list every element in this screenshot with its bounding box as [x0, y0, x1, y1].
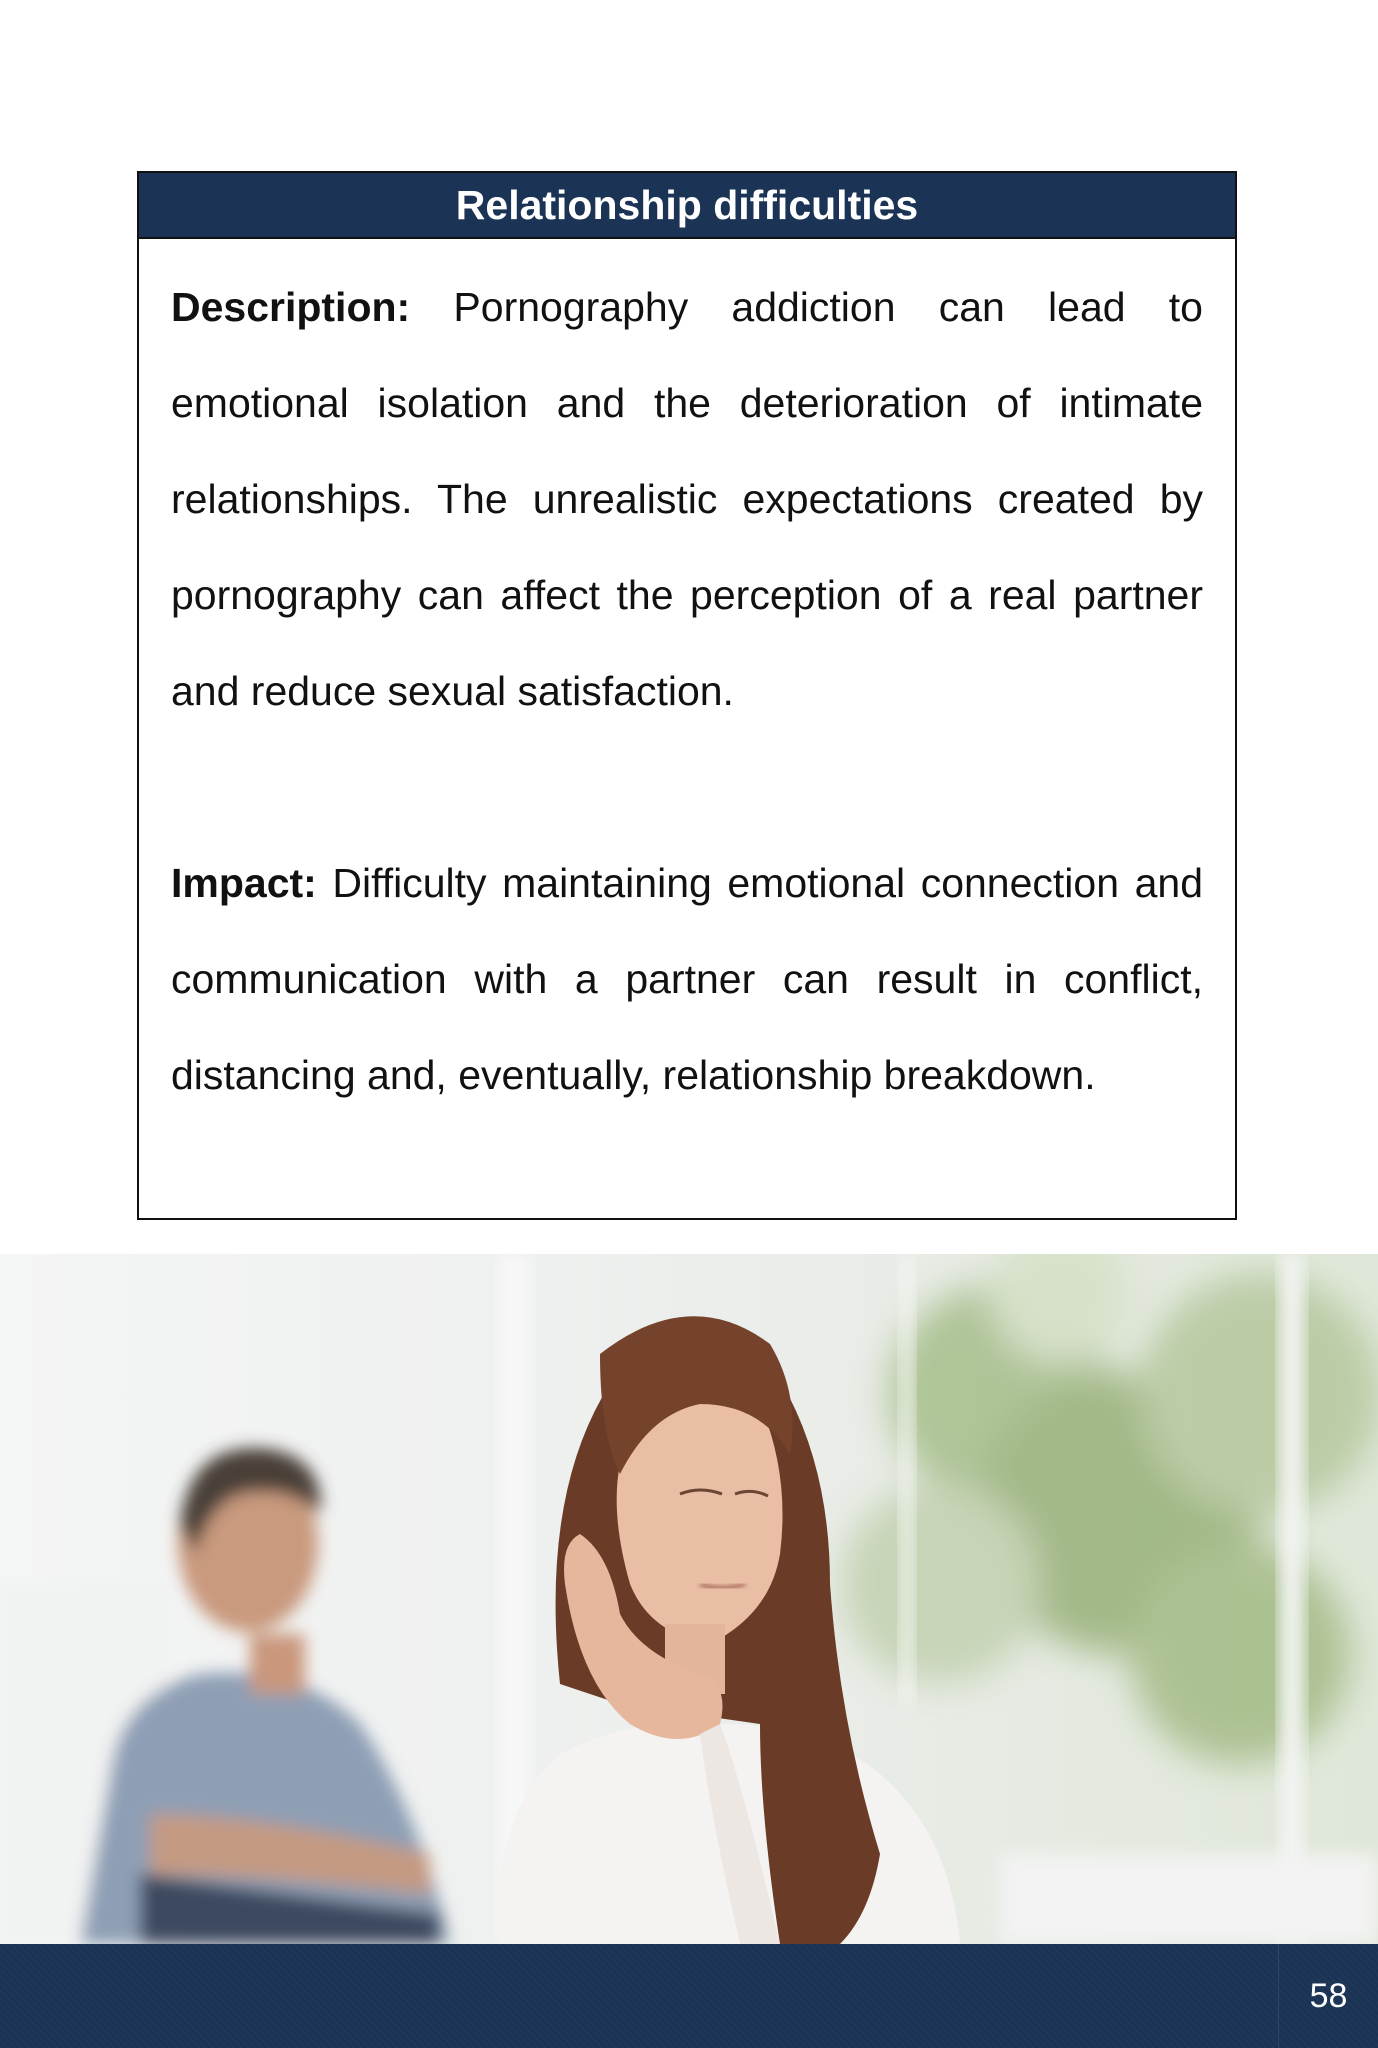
impact-label: Impact: — [171, 860, 317, 906]
description-label: Description: — [171, 284, 411, 330]
couple-photo — [0, 1254, 1378, 1944]
page-footer — [0, 1944, 1378, 2048]
box-title: Relationship difficulties — [139, 173, 1235, 239]
couple-illustration — [0, 1254, 1378, 1944]
page-number: 58 — [1278, 1944, 1378, 2048]
impact-text: Difficulty maintaining emotional connection and communication with a partner can result in conflict, distancing and, eventually, relationship breakdown. — [171, 860, 1203, 1098]
impact-paragraph — [171, 835, 1203, 1123]
description-text: Pornography addiction can lead to emotional isolation and the deterioration of intimate relationships. The unrealistic expectations created by pornography can affect the perception of a real partner and reduce sexual satisfaction. — [171, 284, 1203, 714]
description-paragraph — [171, 259, 1203, 739]
box-body — [139, 239, 1235, 1123]
relationship-difficulties-box — [137, 171, 1237, 1220]
